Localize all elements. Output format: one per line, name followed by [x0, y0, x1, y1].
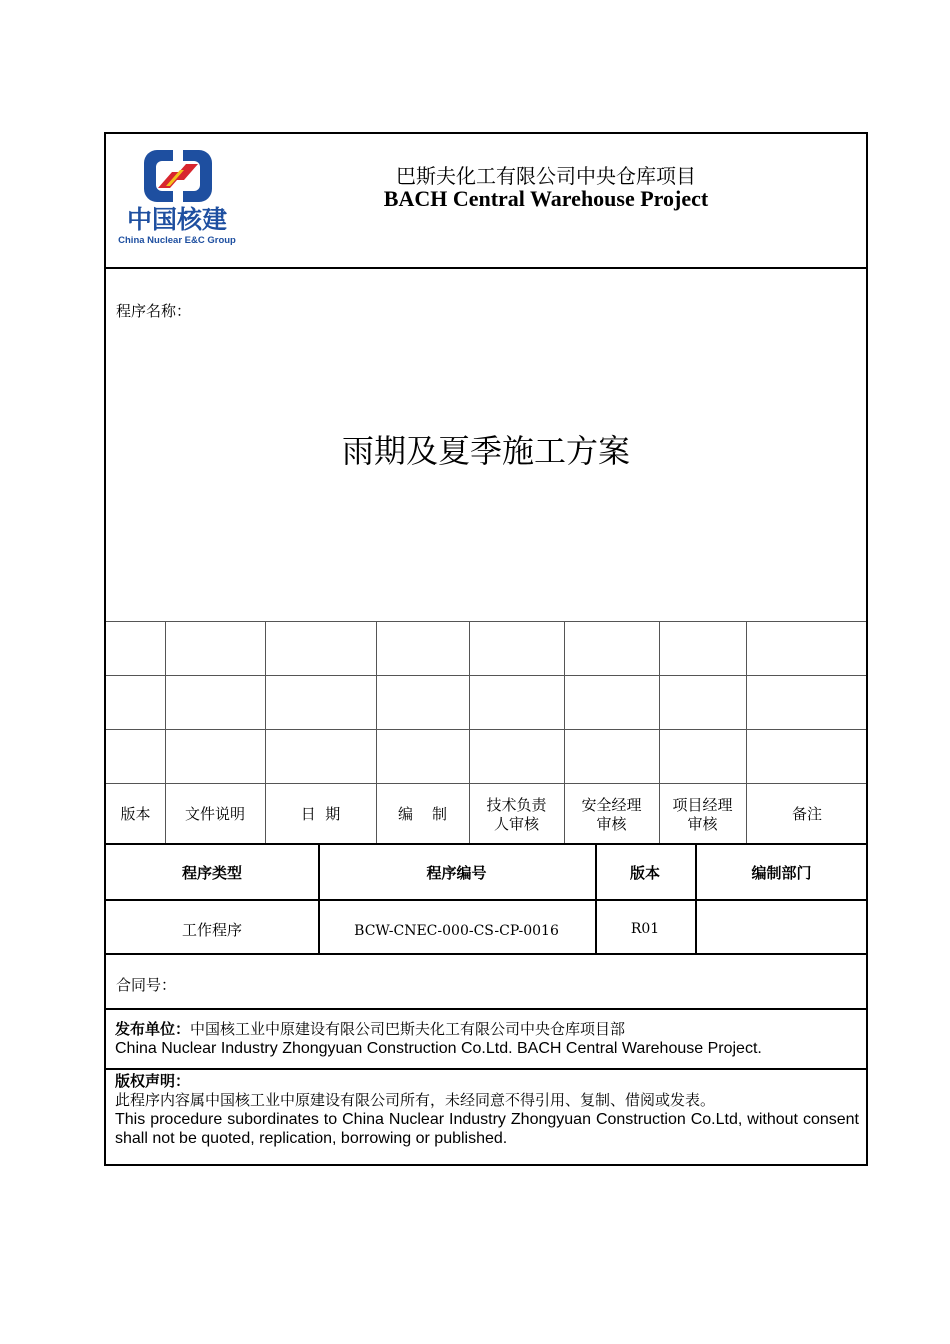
info-table-top [106, 843, 866, 845]
info-header-type: 程序类型 [181, 864, 242, 882]
info-header-number: 程序编号 [426, 864, 487, 882]
project-name-en: BACH Central Warehouse Project [383, 186, 709, 211]
copyright-label: 版权声明： [115, 1072, 191, 1090]
info-value-number: BCW-CNEC-000-CS-CP-0016 [354, 923, 559, 939]
issuer-name-cn: 中国核工业中原建设有限公司巴斯夫化工有限公司中央仓库项目部 [190, 1020, 626, 1038]
info-table-bottom [106, 953, 866, 955]
info-value-version: R01 [630, 921, 660, 937]
revision-header-pm-review: 项目经理 审核 [672, 796, 733, 833]
revision-row-line [106, 729, 866, 730]
document-title: 雨期及夏季施工方案 [341, 432, 630, 470]
divider [106, 1068, 866, 1070]
info-table-mid [106, 899, 866, 901]
revision-header-version: 版本 [120, 805, 151, 823]
revision-table-top [106, 621, 866, 622]
issuer-label: 发布单位： [115, 1020, 191, 1038]
info-col-line [695, 843, 697, 953]
info-value-type: 工作程序 [181, 921, 242, 939]
logo-name-cn: 中国核建 [126, 205, 228, 234]
revision-header-tech-review: 技术负责 人审核 [486, 796, 547, 833]
issuer-name-en: China Nuclear Industry Zhongyuan Construction Co.Ltd. BACH Central Warehouse Project. [115, 1040, 762, 1057]
project-name-cn: 巴斯夫化工有限公司中央仓库项目 [396, 164, 696, 188]
cover-sheet-frame [104, 132, 868, 1166]
divider [106, 1008, 866, 1010]
revision-row-line [106, 675, 866, 676]
divider [106, 267, 866, 269]
info-header-department: 编制部门 [751, 864, 812, 882]
copyright-text-cn: 此程序内容属中国核工业中原建设有限公司所有，未经同意不得引用、复制、借阅或发表。 [115, 1091, 716, 1109]
revision-header-remarks: 备注 [791, 805, 822, 823]
logo-name-en: China Nuclear E&C Group [118, 235, 236, 246]
copyright-text-en: This procedure subordinates to China Nuclear Industry Zhongyuan Construction Co.Ltd, without consent shall not be quoted, replication, borrowing or published. [115, 1111, 859, 1147]
revision-header-safety-review: 安全经理 审核 [581, 796, 642, 833]
revision-header-prepared: 编 制 [397, 805, 448, 823]
info-header-version: 版本 [629, 864, 660, 882]
revision-header-date: 日 期 [300, 805, 341, 823]
issuer-block [115, 1020, 762, 1058]
revision-header-description: 文件说明 [184, 805, 245, 823]
program-name-label: 程序名称： [116, 302, 192, 320]
copyright-block [115, 1072, 859, 1148]
revision-row-line [106, 783, 866, 784]
company-logo [114, 142, 240, 248]
contract-number-label: 合同号： [116, 976, 177, 994]
